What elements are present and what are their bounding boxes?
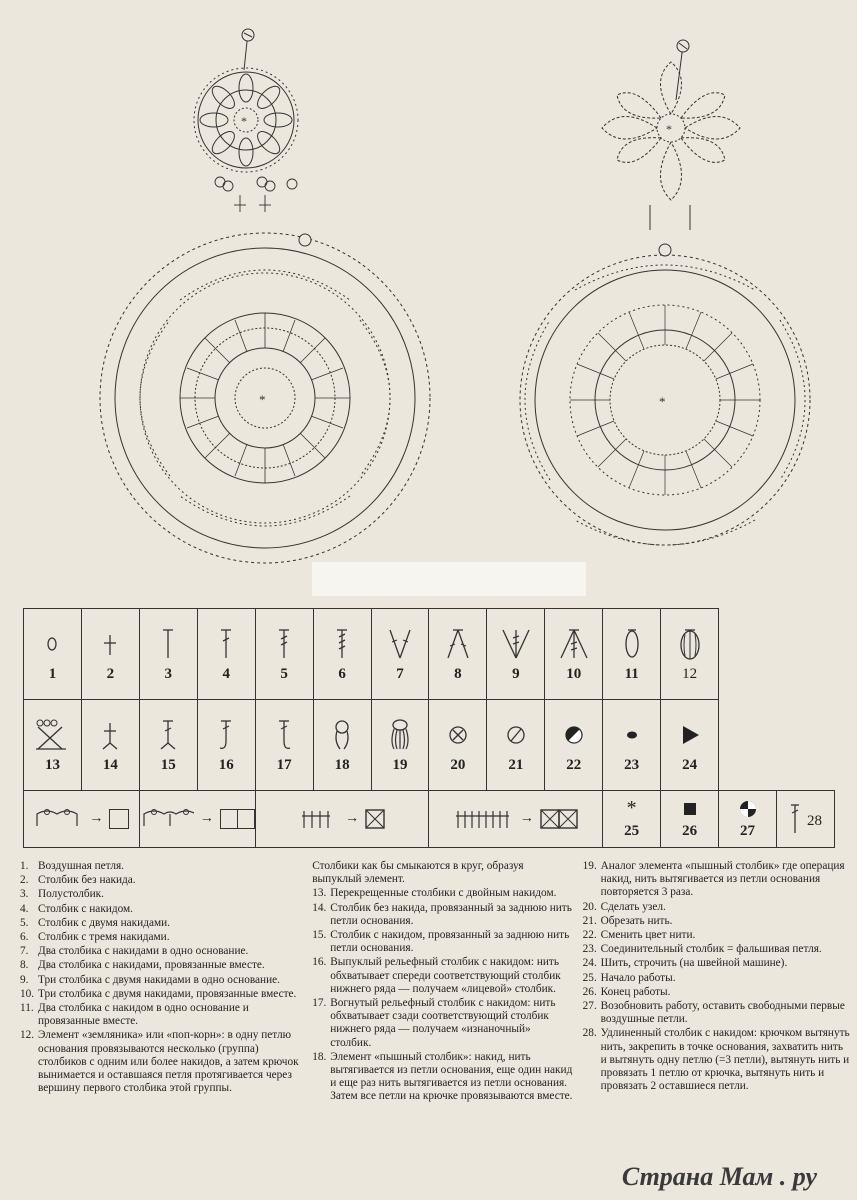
symbol-number: 6 bbox=[338, 665, 346, 682]
legend-cell-12 bbox=[661, 609, 719, 700]
slip-stitch-icon bbox=[620, 723, 644, 747]
symbol-number: 9 bbox=[512, 665, 520, 682]
dc-back-loop-icon bbox=[156, 717, 180, 753]
legend-row-1 bbox=[24, 609, 835, 700]
legend-cell-chain-to-square bbox=[24, 791, 140, 848]
site-watermark: Страна Мам . ру bbox=[621, 1162, 817, 1191]
list-item: 14. Столбик без накида, провязанный за заднюю нить петли основания. bbox=[312, 901, 572, 927]
half-double-icon bbox=[158, 626, 178, 662]
symbol-number: 26 bbox=[682, 822, 698, 839]
list-item: 18. Элемент «пышный столбик»: накид, нить вытягивается из петли основания, еще один накид и еще раз нить вытягивается из петли основания. Затем все петли на крючке провязываются вместе. bbox=[312, 1050, 573, 1103]
two-dc-one-base-icon bbox=[385, 626, 415, 662]
chain-arc-icon bbox=[33, 808, 83, 830]
legend-cell-24 bbox=[661, 700, 719, 791]
symbol-legend-table bbox=[23, 608, 835, 848]
svg-text:*: * bbox=[666, 122, 672, 136]
large-doily-right bbox=[520, 244, 810, 545]
three-tr-together-icon bbox=[557, 626, 591, 662]
symbol-number: 14 bbox=[102, 756, 118, 773]
symbol-number: 2 bbox=[106, 665, 115, 682]
legend-column-2 bbox=[312, 860, 582, 1105]
list-item: 10. Три столбика с двумя накидами, провязанные вместе. bbox=[20, 987, 297, 1000]
back-post-icon bbox=[272, 717, 296, 753]
symbol-number: 28 bbox=[806, 812, 822, 829]
symbol-number: 21 bbox=[508, 756, 524, 773]
asterisk-icon: * bbox=[626, 797, 637, 819]
legend-cell-chain-to-double-square bbox=[139, 791, 255, 848]
legend-cell-19 bbox=[371, 700, 429, 791]
list-item: 9. Три столбика с двумя накидами в одно основание. bbox=[20, 973, 280, 986]
legend-cell-25 bbox=[603, 791, 661, 848]
list-item: 12. Элемент «земляника» или «поп-корн»: в одну петлю основания провязываются несколько (группа) столбиков с одним или более накидов, а затем крючок вынимается и оставшаяся петля протягивается через вершину первого столбика этой группы. bbox=[20, 1029, 299, 1095]
symbol-number: 5 bbox=[280, 665, 288, 682]
list-item: 13. Перекрещенные столбики с двойным накидом. bbox=[312, 887, 557, 900]
arrow-icon: → bbox=[89, 811, 104, 826]
symbol-number: 12 bbox=[682, 665, 698, 682]
list-item: Столбики как бы смыкаются в круг, образуя выпуклый элемент. bbox=[312, 860, 524, 886]
symbol-number: 22 bbox=[566, 756, 582, 773]
three-tr-one-base-icon bbox=[499, 626, 533, 662]
two-dc-one-base-together-icon bbox=[620, 626, 644, 662]
legend-cell-7 bbox=[371, 609, 429, 700]
list-item: 3. Полустолбик. bbox=[20, 888, 104, 901]
square-icon bbox=[109, 809, 129, 829]
list-item: 4. Столбик с накидом. bbox=[20, 902, 134, 915]
legend-row-3 bbox=[24, 791, 835, 848]
symbol-number: 24 bbox=[682, 756, 698, 773]
list-item: 25. Начало работы. bbox=[582, 971, 676, 984]
front-post-icon bbox=[214, 717, 238, 753]
legend-cell-stitches-to-double-crossed-square bbox=[429, 791, 603, 848]
star-motif-right bbox=[602, 40, 740, 230]
treble-icon bbox=[274, 626, 294, 662]
legend-cell-14 bbox=[81, 700, 139, 791]
double-crossed-square-icon bbox=[540, 809, 578, 829]
list-item: 21. Обрезать нить. bbox=[582, 914, 673, 927]
list-item: 22. Сменить цвет нити. bbox=[582, 929, 696, 942]
legend-cell-10 bbox=[545, 609, 603, 700]
popcorn-icon bbox=[677, 626, 703, 662]
list-item: 27. Возобновить работу, оставить свободными первые воздушные петли. bbox=[582, 1000, 845, 1026]
svg-text:*: * bbox=[241, 114, 247, 128]
list-item: 2. Столбик без накида. bbox=[20, 874, 136, 887]
legend-cell-6 bbox=[313, 609, 371, 700]
legend-cell-stitches-to-crossed-square bbox=[255, 791, 429, 848]
legend-cell-26 bbox=[661, 791, 719, 848]
symbol-number: 11 bbox=[624, 665, 639, 682]
change-color-icon bbox=[562, 723, 586, 747]
long-dc-icon bbox=[789, 801, 801, 837]
symbol-number: 27 bbox=[740, 822, 756, 839]
symbol-number: 1 bbox=[48, 665, 57, 682]
list-item: 11. Два столбика с накидом в одно основание и провязанные вместе. bbox=[20, 1002, 249, 1028]
list-item: 7. Два столбика с накидами в одно основание. bbox=[20, 945, 249, 958]
legend-column-1 bbox=[20, 860, 312, 1105]
symbol-number: 19 bbox=[392, 756, 408, 773]
list-item: 1. Воздушная петля. bbox=[20, 860, 124, 872]
sc-back-loop-icon bbox=[98, 717, 122, 753]
large-doily-left bbox=[100, 233, 430, 563]
legend-cell-18 bbox=[313, 700, 371, 791]
list-item: 28. Удлиненный столбик с накидом: крючком вытянуть нить, закрепить в точке основания, захватить нить и вытянуть одну петлю (=3 петли), вытянуть нить и провязать 1 петлю от крючка, вытянуть нить и провязать 2 оставшиеся петли. bbox=[582, 1027, 850, 1093]
list-item: 20. Сделать узел. bbox=[582, 900, 666, 913]
filled-square-icon bbox=[683, 802, 697, 816]
symbol-number: 15 bbox=[160, 756, 176, 773]
arrow-icon: → bbox=[345, 811, 360, 826]
puff-stitch-icon bbox=[330, 717, 354, 753]
legend-cell-3 bbox=[139, 609, 197, 700]
legend-descriptions bbox=[20, 860, 857, 1105]
square-icon bbox=[220, 809, 238, 829]
legend-column-3 bbox=[583, 860, 857, 1105]
legend-cell-28 bbox=[776, 791, 834, 848]
legend-cell-2 bbox=[81, 609, 139, 700]
list-item: 15. Столбик с накидом, провязанный за заднюю нить петли основания. bbox=[312, 929, 570, 955]
symbol-number: 3 bbox=[164, 665, 173, 682]
small-flower-motif-left bbox=[194, 29, 298, 212]
symbol-number: 10 bbox=[566, 665, 582, 682]
arrow-icon: → bbox=[519, 811, 534, 826]
cut-thread-icon bbox=[504, 723, 528, 747]
symbol-number: 4 bbox=[222, 665, 230, 682]
legend-cell-17 bbox=[255, 700, 313, 791]
symbol-number: 20 bbox=[450, 756, 466, 773]
legend-cell-15 bbox=[139, 700, 197, 791]
square-icon bbox=[237, 809, 255, 829]
legend-cell-27 bbox=[719, 791, 777, 848]
legend-cell-4 bbox=[197, 609, 255, 700]
legend-cell-11 bbox=[603, 609, 661, 700]
crossed-stitches-icon bbox=[32, 717, 72, 753]
legend-cell-5 bbox=[255, 609, 313, 700]
list-item: 23. Соединительный столбик = фальшивая петля. bbox=[582, 943, 822, 956]
sew-icon bbox=[678, 723, 702, 747]
svg-text:*: * bbox=[659, 394, 666, 409]
legend-cell-20 bbox=[429, 700, 487, 791]
legend-cell-1 bbox=[24, 609, 82, 700]
svg-text:*: * bbox=[259, 392, 266, 407]
legend-cell-21 bbox=[487, 700, 545, 791]
list-item: 8. Два столбика с накидами, провязанные вместе. bbox=[20, 959, 265, 972]
arrow-icon: → bbox=[199, 811, 214, 826]
knot-icon bbox=[446, 723, 470, 747]
legend-cell-16 bbox=[197, 700, 255, 791]
symbol-number: 25 bbox=[624, 822, 640, 839]
blank-label-area bbox=[312, 562, 586, 596]
legend-cell-22 bbox=[545, 700, 603, 791]
double-chain-arc-icon bbox=[140, 808, 194, 830]
list-item: 26. Конец работы. bbox=[582, 985, 671, 998]
two-dc-together-icon bbox=[443, 626, 473, 662]
symbol-number: 13 bbox=[44, 756, 60, 773]
symbol-number: 23 bbox=[624, 756, 640, 773]
stitch-group-icon bbox=[299, 808, 339, 830]
legend-cell-13 bbox=[24, 700, 82, 791]
symbol-number: 7 bbox=[396, 665, 404, 682]
double-treble-icon bbox=[332, 626, 352, 662]
triple-puff-icon bbox=[386, 717, 414, 753]
long-stitch-group-icon bbox=[454, 808, 514, 830]
list-item: 24. Шить, строчить (на швейной машине). bbox=[582, 957, 788, 970]
legend-cell-9 bbox=[487, 609, 545, 700]
resume-work-icon bbox=[738, 799, 758, 819]
symbol-number: 17 bbox=[276, 756, 292, 773]
single-crochet-icon bbox=[100, 629, 120, 659]
list-item: 5. Столбик с двумя накидами. bbox=[20, 916, 170, 929]
legend-cell-23 bbox=[603, 700, 661, 791]
double-crochet-icon bbox=[216, 626, 236, 662]
chain-icon bbox=[42, 629, 62, 659]
symbol-number: 18 bbox=[334, 756, 350, 773]
list-item: 19. Аналог элемента «пышный столбик» где операция накид, нить вытягивается из петли основания повторяется 3 раза. bbox=[582, 860, 845, 899]
list-item: 16. Выпуклый рельефный столбик с накидом: нить обхватывает спереди соответствующий столбик нижнего ряда — получаем «лицевой» столбик. bbox=[312, 956, 561, 995]
list-item: 17. Вогнутый рельефный столбик с накидом: нить обхватывает сзади соответствующий столбик нижнего ряда — получаем «изнаночный» столбик. bbox=[312, 997, 556, 1049]
legend-row-2 bbox=[24, 700, 835, 791]
symbol-number: 8 bbox=[454, 665, 462, 682]
legend-cell-8 bbox=[429, 609, 487, 700]
symbol-number: 16 bbox=[218, 756, 234, 773]
list-item: 6. Столбик с тремя накидами. bbox=[20, 931, 170, 944]
crossed-square-icon bbox=[365, 809, 385, 829]
